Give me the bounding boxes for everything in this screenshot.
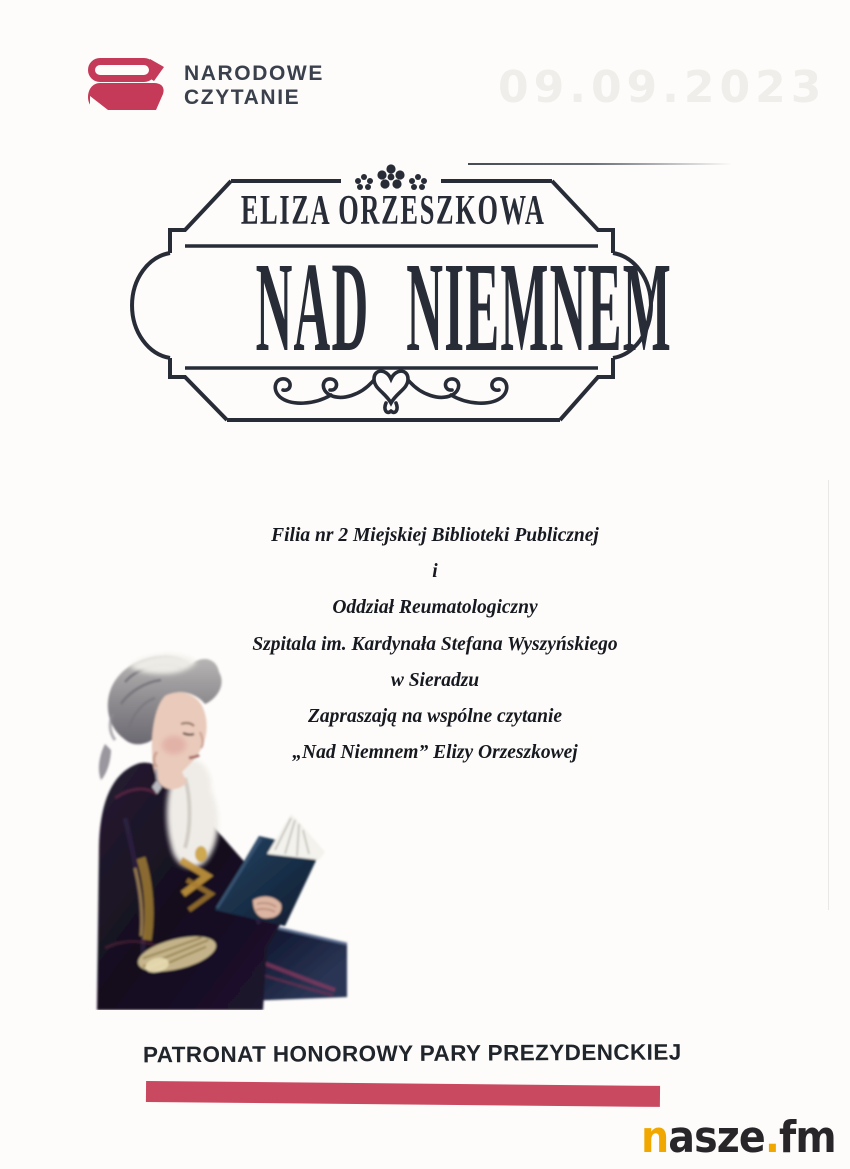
logo-line-1: NARODOWE — [184, 62, 324, 85]
invitation-line: „Nad Niemnem” Elizy Orzeszkowej — [292, 742, 578, 764]
invitation-line: w Sieradzu — [390, 669, 480, 691]
title-plaque — [128, 162, 672, 424]
book-pages — [267, 814, 325, 860]
eliza-orzeszkowa-photo — [85, 648, 357, 1010]
nasze-fm-logo — [641, 1112, 836, 1164]
invitation-line: i — [432, 561, 438, 583]
scan-edge-line — [828, 480, 829, 910]
logo-fm: fm — [779, 1112, 836, 1163]
date-watermark: 09.09.2023 — [498, 62, 827, 113]
invitation-line: Szpitala im. Kardynała Stefana Wyszyńskiego — [252, 633, 618, 655]
red-bar — [146, 1081, 660, 1107]
book-icon — [88, 58, 168, 114]
narodowe-czytanie-logo — [88, 58, 324, 114]
patronage-text: PATRONAT HONOROWY PARY PREZYDENCKIEJ — [142, 1039, 682, 1068]
invitation-line: Zapraszają na wspólne czytanie — [307, 706, 563, 728]
logo-dot: . — [764, 1112, 780, 1163]
logo-asze: asze — [668, 1112, 765, 1163]
author-name: ELIZA ORZESZKOWA — [240, 185, 546, 234]
invitation-line: Filia nr 2 Miejskiej Biblioteki Publicznej — [271, 525, 599, 546]
logo-n: n — [641, 1112, 669, 1163]
book-title: NAD NIEMNEM — [255, 236, 672, 379]
invitation-line: Oddział Reumatologiczny — [332, 597, 538, 619]
logo-line-2: CZYTANIE — [184, 86, 301, 109]
